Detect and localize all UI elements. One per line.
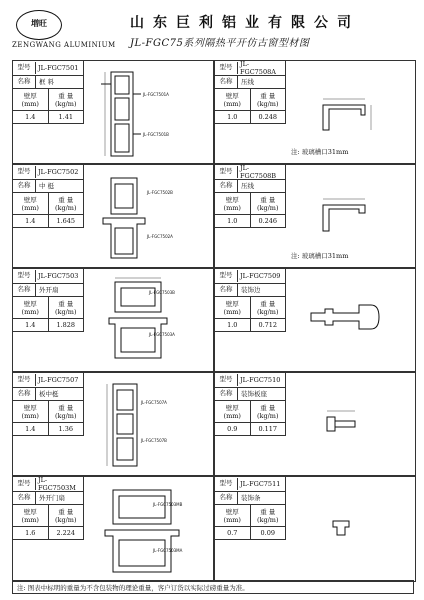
- spec-table: [215, 373, 286, 436]
- header-row: [215, 297, 285, 319]
- weight-label: 重 量 (kg/m): [54, 403, 77, 420]
- company-logo: [16, 10, 62, 40]
- name-row: [13, 284, 83, 297]
- value-row: [13, 111, 83, 124]
- name-row: [215, 284, 285, 297]
- weight-label: 重 量 (kg/m): [54, 507, 77, 524]
- weight-value: 2.224: [56, 528, 76, 537]
- header-row: [13, 297, 83, 319]
- wall-value: 1.4: [13, 319, 49, 331]
- value-row: [13, 527, 83, 540]
- profile-panel: [12, 372, 214, 476]
- model-label: 型号: [215, 374, 238, 386]
- profile-drawing: [91, 376, 201, 476]
- model-row: [215, 477, 285, 492]
- groove-note: 注: 玻璃槽口31mm: [291, 252, 349, 260]
- name-label: 名称: [13, 492, 36, 504]
- model-label: 型号: [13, 478, 36, 490]
- profile-drawing: [91, 272, 201, 372]
- wall-value: 1.4: [13, 423, 49, 435]
- wall-label: 壁厚 (mm): [215, 193, 251, 214]
- weight-value: 0.248: [258, 112, 278, 121]
- model-value: JL-FGC7509: [240, 272, 281, 280]
- weight-value: 0.117: [258, 424, 278, 433]
- wall-value: 1.0: [215, 215, 251, 227]
- model-row: [215, 269, 285, 284]
- page-header: [12, 8, 412, 58]
- profile-panel: [214, 476, 416, 582]
- profile-panel: [214, 164, 416, 268]
- spec-table: [215, 165, 286, 228]
- header-row: [13, 193, 83, 215]
- name-label: 名称: [13, 180, 36, 192]
- wall-value: 1.4: [13, 111, 49, 123]
- name-row: [215, 492, 285, 505]
- name-row: [13, 388, 83, 401]
- model-value: JL-FGC7508A: [240, 60, 276, 76]
- spec-table: [215, 477, 286, 540]
- spec-table: [215, 269, 286, 332]
- model-row: [215, 373, 285, 388]
- p7-bot-label: JL-FGC7507B: [141, 438, 167, 443]
- value-row: [215, 111, 285, 124]
- groove-note: 注: 玻璃槽口31mm: [291, 148, 349, 156]
- model-label: 型号: [13, 374, 36, 386]
- name-value: 装饰板座: [241, 390, 267, 399]
- profile-panel: [12, 164, 214, 268]
- model-value: JL-FGC7507: [38, 376, 79, 384]
- wall-value: 1.0: [215, 319, 251, 331]
- brand-english-name: ZENGWANG ALUMINIUM: [12, 41, 116, 49]
- weight-value: 1.41: [58, 112, 73, 121]
- value-row: [13, 423, 83, 436]
- name-row: [215, 180, 285, 193]
- weight-label: 重 量 (kg/m): [54, 91, 77, 108]
- p9-top-label: JL-FGC7503MB: [153, 502, 183, 507]
- weight-label: 重 量 (kg/m): [256, 91, 279, 108]
- profile-grid: [12, 60, 414, 580]
- spec-table: [13, 61, 84, 124]
- model-row: [13, 61, 83, 76]
- model-row: [13, 269, 83, 284]
- profile-drawing: [293, 491, 403, 565]
- model-row: [215, 165, 285, 180]
- spec-table: [13, 165, 84, 228]
- model-value: JL-FGC7510: [240, 376, 281, 384]
- weight-value: 1.36: [58, 424, 73, 433]
- model-label: 型号: [215, 270, 238, 282]
- wall-label: 壁厚 (mm): [215, 505, 251, 526]
- name-value: 装饰边: [241, 286, 261, 295]
- wall-label: 壁厚 (mm): [13, 89, 49, 110]
- value-row: [13, 319, 83, 332]
- name-value: 压线: [241, 182, 254, 191]
- name-value: 外开门扇: [39, 494, 65, 503]
- company-name: 山东巨利铝业有限公司: [130, 15, 360, 31]
- spec-table: [13, 477, 84, 540]
- model-row: [13, 165, 83, 180]
- header-row: [215, 89, 285, 111]
- header-row: [215, 193, 285, 215]
- p7-top-label: JL-FGC7507A: [141, 400, 167, 405]
- model-value: JL-FGC7503: [38, 272, 79, 280]
- model-label: 型号: [215, 62, 238, 74]
- name-label: 名称: [215, 388, 238, 400]
- spec-table: [215, 61, 286, 124]
- profile-drawing: [91, 168, 201, 268]
- profile-panel: [12, 60, 214, 164]
- value-row: [215, 527, 285, 540]
- name-row: [215, 388, 285, 401]
- name-label: 名称: [13, 388, 36, 400]
- model-label: 型号: [13, 166, 36, 178]
- weight-label: 重 量 (kg/m): [256, 299, 279, 316]
- model-value: JL-FGC7501: [38, 64, 79, 72]
- name-label: 名称: [13, 284, 36, 296]
- p1-bot-label: JL-FGC7501B: [143, 132, 169, 137]
- profile-drawing: [293, 283, 403, 357]
- name-value: 板中梃: [39, 390, 59, 399]
- name-label: 名称: [13, 76, 36, 88]
- wall-value: 1.6: [13, 527, 49, 539]
- model-value: JL-FGC7508B: [240, 164, 276, 180]
- name-value: 压线: [241, 78, 254, 87]
- name-row: [13, 492, 83, 505]
- name-value: 框 料: [39, 78, 55, 87]
- wall-label: 壁厚 (mm): [215, 297, 251, 318]
- wall-value: 0.7: [215, 527, 251, 539]
- profile-panel: [214, 60, 416, 164]
- spec-table: [13, 269, 84, 332]
- model-value: JL-FGC7503M: [38, 476, 76, 492]
- wall-label: 壁厚 (mm): [13, 297, 49, 318]
- weight-label: 重 量 (kg/m): [256, 195, 279, 212]
- name-value: 中 梃: [39, 182, 55, 191]
- p5-bot-label: JL-FGC7503A: [149, 332, 175, 337]
- wall-label: 壁厚 (mm): [13, 505, 49, 526]
- model-row: [215, 61, 285, 76]
- weight-value: 0.09: [260, 528, 275, 537]
- weight-label: 重 量 (kg/m): [54, 195, 77, 212]
- model-label: 型号: [13, 62, 36, 74]
- value-row: [215, 423, 285, 436]
- header-row: [215, 401, 285, 423]
- model-value: JL-FGC7502: [38, 168, 79, 176]
- name-label: 名称: [215, 180, 238, 192]
- wall-label: 壁厚 (mm): [215, 401, 251, 422]
- wall-label: 壁厚 (mm): [215, 89, 251, 110]
- name-value: 外开扇: [39, 286, 59, 295]
- value-row: [13, 215, 83, 228]
- value-row: [215, 215, 285, 228]
- name-value: 装饰条: [241, 494, 261, 503]
- profile-drawing: [293, 75, 403, 149]
- wall-value: 1.4: [13, 215, 49, 227]
- p3-bot-label: JL-FGC7502A: [147, 234, 173, 239]
- wall-value: 1.0: [215, 111, 251, 123]
- weight-value: 1.828: [56, 320, 76, 329]
- header-row: [13, 505, 83, 527]
- profile-panel: [214, 372, 416, 476]
- name-row: [13, 180, 83, 193]
- weight-label: 重 量 (kg/m): [54, 299, 77, 316]
- model-row: [13, 477, 83, 492]
- name-label: 名称: [215, 492, 238, 504]
- header-row: [13, 89, 83, 111]
- p3-top-label: JL-FGC7502B: [147, 190, 173, 195]
- profile-panel: [12, 476, 214, 582]
- model-value: JL-FGC7511: [240, 480, 281, 488]
- value-row: [215, 319, 285, 332]
- spec-table: [13, 373, 84, 436]
- weight-label: 重 量 (kg/m): [256, 403, 279, 420]
- logo-text: 増旺: [31, 18, 47, 28]
- model-label: 型号: [215, 166, 238, 178]
- name-label: 名称: [215, 284, 238, 296]
- name-label: 名称: [215, 76, 238, 88]
- footer-note: 注: 图表中标明的重量为不含包装物的理论重量，客户订货以实际过磅重量为准。: [12, 580, 414, 594]
- p1-top-label: JL-FGC7501A: [143, 92, 169, 97]
- model-label: 型号: [13, 270, 36, 282]
- model-label: 型号: [215, 478, 238, 490]
- profile-drawing: [91, 480, 211, 582]
- name-row: [215, 76, 285, 89]
- model-row: [13, 373, 83, 388]
- wall-label: 壁厚 (mm): [13, 401, 49, 422]
- header-row: [215, 505, 285, 527]
- profile-drawing: [293, 387, 403, 461]
- profile-drawing: [91, 64, 201, 164]
- weight-value: 1.645: [56, 216, 76, 225]
- p9-bot-label: JL-FGC7503MA: [153, 548, 183, 553]
- profile-panel: [12, 268, 214, 372]
- name-row: [13, 76, 83, 89]
- wall-label: 壁厚 (mm): [13, 193, 49, 214]
- weight-value: 0.712: [258, 320, 278, 329]
- weight-value: 0.246: [258, 216, 278, 225]
- wall-value: 0.9: [215, 423, 251, 435]
- weight-label: 重 量 (kg/m): [256, 507, 279, 524]
- profile-panel: [214, 268, 416, 372]
- catalog-subtitle: JL-FGC75系列隔热平开仿古窗型材图: [130, 38, 310, 49]
- header-row: [13, 401, 83, 423]
- p5-top-label: JL-FGC7503B: [149, 290, 175, 295]
- profile-drawing: [293, 179, 403, 253]
